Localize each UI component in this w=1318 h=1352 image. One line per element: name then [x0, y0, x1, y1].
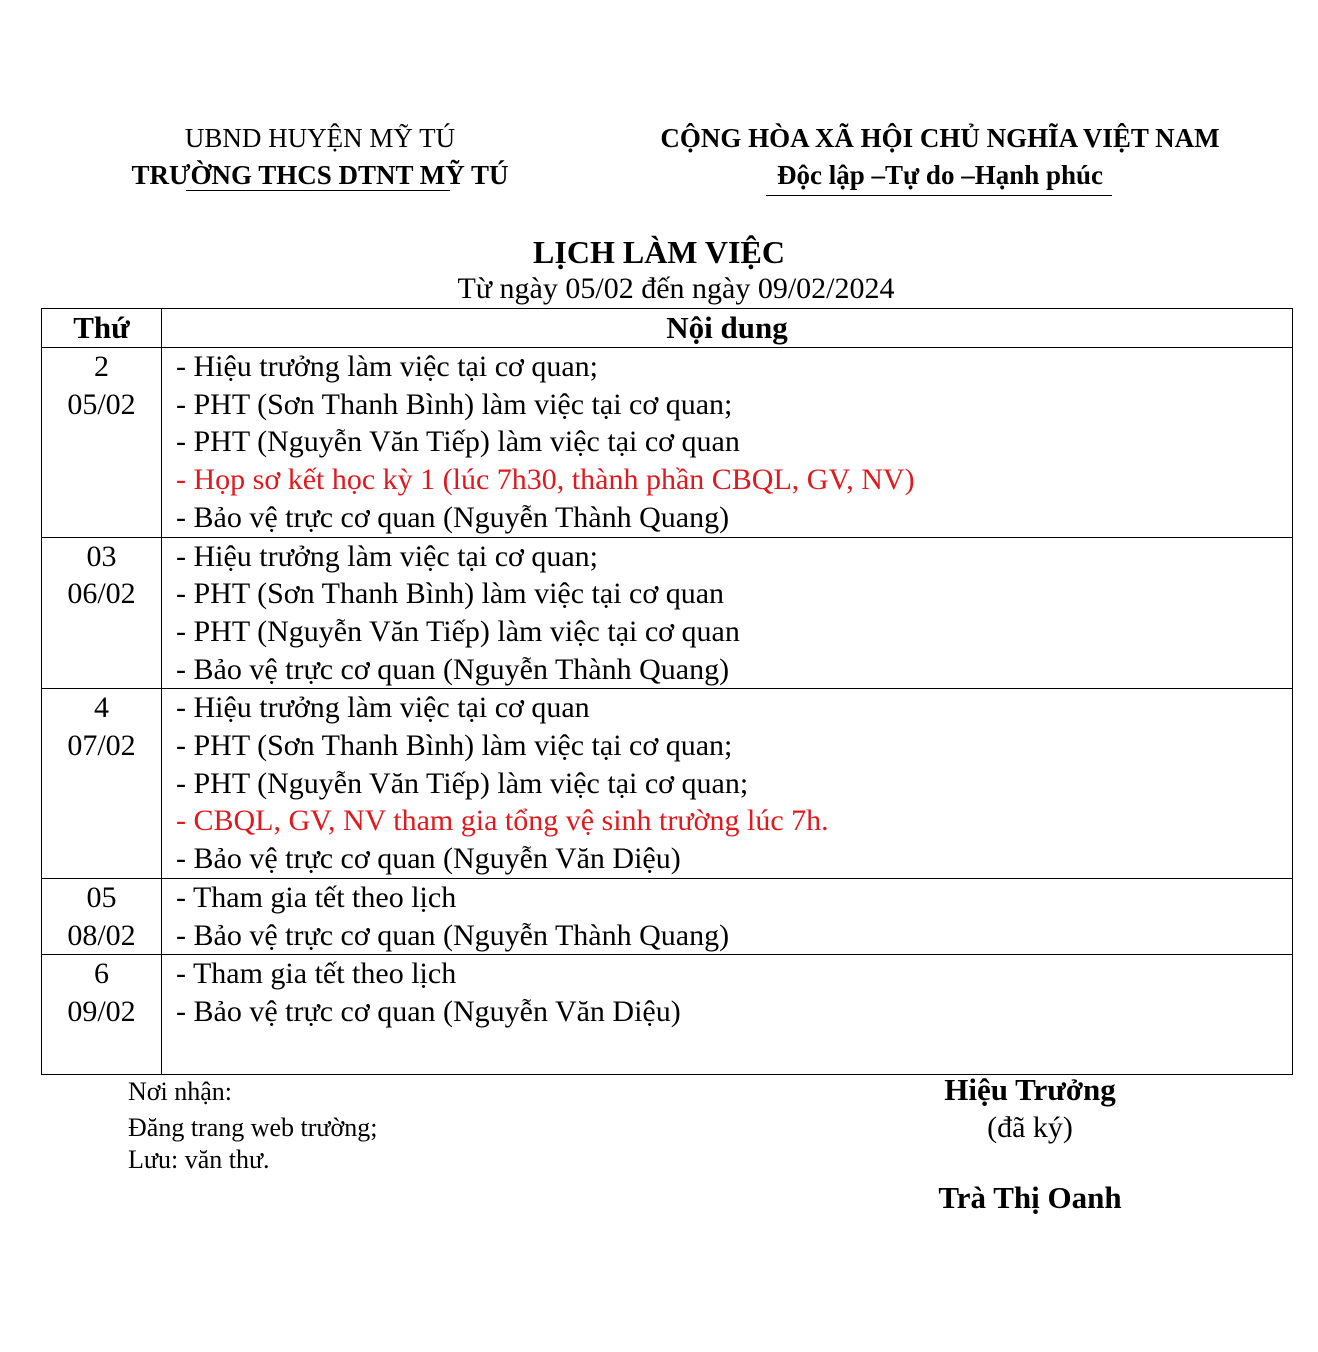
table-row — [42, 348, 1293, 538]
table-row — [42, 955, 1293, 1075]
table-row — [42, 537, 1293, 689]
content-cell — [162, 537, 1293, 689]
task-line: - Bảo vệ trực cơ quan (Nguyễn Thành Quang) — [176, 918, 730, 952]
task-line: - Tham gia tết theo lịch — [176, 957, 457, 991]
highlighted-task-line: - Họp sơ kết học kỳ 1 (lúc 7h30, thành phần CBQL, GV, NV) — [176, 463, 915, 497]
weekday-number: 05 — [86, 880, 117, 914]
day-date: 08/02 — [67, 918, 136, 952]
day-cell — [42, 348, 162, 538]
signer-title: Hiệu Trưởng — [944, 1072, 1116, 1107]
national-name: CỘNG HÒA XÃ HỘI CHỦ NGHĨA VIỆT NAM — [660, 123, 1220, 153]
page-title: LỊCH LÀM VIỆC — [533, 234, 785, 270]
column-header-content: Nội dung — [162, 309, 1293, 348]
motto-underline — [766, 195, 1112, 196]
recipient-item: Đăng trang web trường; — [128, 1113, 378, 1142]
task-line: - Hiệu trưởng làm việc tại cơ quan; — [176, 539, 599, 573]
national-motto-block — [620, 120, 1260, 194]
day-cell — [42, 537, 162, 689]
weekday-number: 6 — [94, 957, 109, 991]
table-header-row — [42, 309, 1293, 348]
weekday-number: 2 — [94, 350, 109, 383]
task-line: - Bảo vệ trực cơ quan (Nguyễn Thành Quang) — [176, 500, 730, 534]
recipient-item: Lưu: văn thư. — [128, 1145, 270, 1174]
task-line: - Bảo vệ trực cơ quan (Nguyễn Văn Diệu) — [176, 842, 681, 876]
column-header-day: Thứ — [42, 309, 162, 348]
weekday-number: 03 — [86, 539, 117, 573]
schedule-table — [41, 308, 1293, 1075]
task-line: - PHT (Sơn Thanh Bình) làm việc tại cơ quan — [176, 577, 725, 611]
table-row — [42, 689, 1293, 879]
issuer-school: TRƯỜNG THCS DTNT MỸ TÚ — [131, 160, 509, 190]
task-line: - Bảo vệ trực cơ quan (Nguyễn Văn Diệu) — [176, 994, 681, 1028]
task-line: - PHT (Nguyễn Văn Tiếp) làm việc tại cơ quan — [176, 614, 740, 648]
task-line: - Hiệu trưởng làm việc tại cơ quan — [176, 691, 590, 725]
national-motto: Độc lập –Tự do –Hạnh phúc — [776, 160, 1104, 190]
day-cell — [42, 689, 162, 879]
day-date: 07/02 — [67, 729, 136, 763]
issuer-underline — [186, 190, 450, 191]
signature-block — [900, 1070, 1160, 1218]
content-cell — [162, 689, 1293, 879]
recipients-label: Nơi nhận: — [128, 1077, 233, 1106]
page-subtitle: Từ ngày 05/02 đến ngày 09/02/2024 — [457, 272, 895, 305]
schedule-body — [42, 348, 1293, 1075]
day-cell — [42, 878, 162, 954]
table-row — [42, 878, 1293, 954]
task-line: - Hiệu trưởng làm việc tại cơ quan; — [176, 350, 599, 383]
content-cell — [162, 955, 1293, 1075]
task-line: - PHT (Nguyễn Văn Tiếp) làm việc tại cơ quan; — [176, 766, 749, 800]
content-cell — [162, 348, 1293, 538]
task-line: - Bảo vệ trực cơ quan (Nguyễn Thành Quang) — [176, 652, 730, 686]
day-date: 06/02 — [67, 577, 136, 611]
signer-note: (đã ký) — [987, 1111, 1073, 1144]
day-cell — [42, 955, 162, 1075]
issuer-authority: UBND HUYỆN MỸ TÚ — [184, 123, 456, 153]
issuer-block — [100, 120, 540, 194]
recipients-block — [128, 1074, 378, 1178]
day-date: 09/02 — [67, 994, 136, 1028]
content-cell — [162, 878, 1293, 954]
weekday-number: 4 — [94, 691, 109, 725]
task-line: - PHT (Sơn Thanh Bình) làm việc tại cơ quan; — [176, 729, 733, 763]
task-line: - Tham gia tết theo lịch — [176, 880, 457, 914]
task-line: - PHT (Sơn Thanh Bình) làm việc tại cơ quan; — [176, 387, 733, 421]
signer-name: Trà Thị Oanh — [938, 1180, 1122, 1215]
day-date: 05/02 — [67, 387, 136, 421]
task-line: - PHT (Nguyễn Văn Tiếp) làm việc tại cơ quan — [176, 425, 740, 459]
highlighted-task-line: - CBQL, GV, NV tham gia tổng vệ sinh trường lúc 7h. — [176, 804, 829, 838]
